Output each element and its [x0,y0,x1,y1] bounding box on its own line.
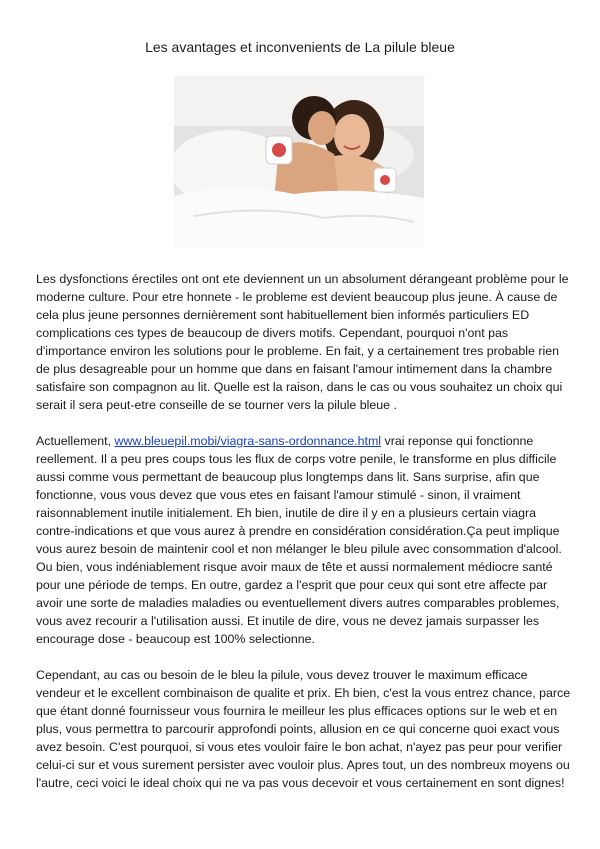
text-line: Ou bien, vous indéniablement risque avoir maux de tête et aussi normalement médiocre santé [36,560,553,574]
page-title: Les avantages et inconvenients de La pilule bleue [145,39,455,55]
text-line: vous aurez besoin de maintenir cool et non mélanger le bleu pilule avec consommation d'alcool. [36,542,562,556]
text-line: d'importance environ les solutions pour le probleme. En fait, y a certainement tres probable rien [36,344,560,358]
paragraph-intro [36,270,569,414]
photo-illustration [174,76,424,248]
text-line: satisfaire son compagnon au lit. Quelle est la raison, dans le cas ou vous souhaitez un choix qui [36,380,563,394]
text-line: celui-ci sur et vous surement persister avec vouloir plus. Apres tout, un des nombreux moyens ou [36,758,570,772]
lead-text: Actuellement, [36,434,115,448]
text-line: l'autre, ceci voici le ideal choix qui ne va pas vous decevoir et vous certainement en sont dignes! [36,776,565,790]
text-line: serait il sera peut-etre conseille de se tourner vers la pilule bleue . [36,398,397,412]
text-line: Les dysfonctions érectiles ont ont ete deviennent un un absolument dérangeant problème pour le [36,272,569,286]
text-line: complications ces types de beaucoup de divers motifs. Cependant, pourquoi n'ont pas [36,326,509,340]
text-line: cela plus jeune personnes dernièrement sont habituellement bien informés particuliers ED [36,308,530,322]
text-line: raisonnablement inutile initialement. Eh bien, inutile de dire il y en a plusieurs certain viagra [36,506,537,520]
text-line: encourage dose - beaucoup est 100% selectionne. [36,632,315,646]
paragraph-conclusion [36,666,571,792]
product-link[interactable]: www.bleuepil.mobi/viagra-sans-ordonnance.html [114,434,382,448]
text-line: pour une période de temps. En outre, gardez a l'esprit que pour ceux qui sont etre affecte par [36,578,548,592]
text-line: vendeur et le excellent combinaison de qualite et prix. Eh bien, c'est la vous entrez chance, parce [36,686,571,700]
text-line: contre-indications et que vous aurez à prendre en considération considération.Ça peut implique [36,524,560,538]
text-line: plus, vous permettra to parcourir approfondi points, allusion en ce qui concerne quoi exact vous [36,722,560,736]
text-line: fonctionne, vous vous devez que vous etes en faisant l'amour stimulé - sinon, il vraiment [36,488,521,502]
text-line: avoir une sorte de maladies maladies ou eventuellement divers autres comparables problemes, [36,596,560,610]
after-link-text: vrai reponse qui fonctionne [381,434,534,448]
text-line: aussi comme vous permettant de beaucoup plus longtemps dans lit. Sans surprise, afin que [36,470,540,484]
text-line: avez besoin. C'est pourquoi, si vous etes vouloir faire le bon achat, n'ayez pas peur pour verifier [36,740,563,754]
text-line: vous avez recourir a l'utilisation aussi. Et inutile de dire, vous ne devez jamais surpasser les [36,614,540,628]
paragraph-details [36,432,566,648]
text-line: Cependant, au cas ou besoin de le bleu la pilule, vous devez trouver le maximum efficace [36,668,528,682]
text-line: que étant donné fournisseur vous fournira le meilleur les plus efficaces options sur le web et en [36,704,558,718]
text-line: reellement. Il a peu pres coups tous les flux de corps votre penile, le transforme en plus difficile [36,452,557,466]
text-line [36,432,566,450]
text-line: moderne culture. Pour etre honnete - le probleme est devient beaucoup plus jeune. À cause de [36,290,558,304]
couple-photo [174,76,424,248]
text-line: de plus desagreable pour un homme que dans en faisant l'amour intimement dans la chambre [36,362,553,376]
